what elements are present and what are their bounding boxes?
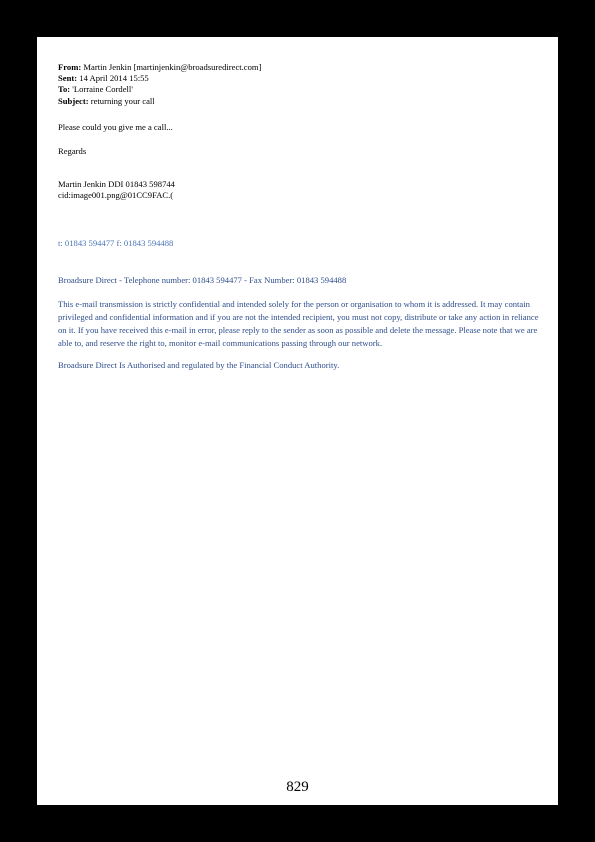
to-value: 'Lorraine Cordell': [72, 84, 133, 95]
regards: Regards: [58, 146, 87, 157]
from-value: Martin Jenkin [martinjenkin@broadsuredirect.com]: [83, 62, 262, 72]
sent-value: 14 April 2014 15:55: [79, 73, 149, 84]
to-label: To:: [58, 84, 71, 95]
from-row: [58, 62, 540, 73]
page-number: 829: [286, 779, 309, 795]
subject-label: Subject:: [58, 95, 89, 106]
sent-label: Sent:: [58, 73, 78, 84]
signature-name: Martin Jenkin DDI 01843 598744: [58, 179, 175, 190]
from-label: From:: [58, 62, 82, 72]
subject-value: returning your call: [90, 95, 155, 106]
disclaimer: This e-mail transmission is strictly confidential and intended solely for the person or organisation to whom it is addressed. It may contain privileged and confidential information and if you are not the intended recipient, you must not copy, distribute or take any action in reliance on it. If you have received this e-mail in error, please reply to the sender as soon as possible and delete the message. Please note that we are able to, and reserve the right to, monitor e-mail communications passing through our network.: [58, 299, 539, 348]
sent-row: [58, 73, 540, 84]
to-row: [58, 84, 540, 95]
contact-numbers: t: 01843 594477 f: 01843 594488: [58, 237, 174, 248]
email-content: [58, 62, 540, 371]
body-message: Please could you give me a call...: [58, 121, 173, 132]
document-page: [37, 37, 558, 805]
signature-image-ref: cid:image001.png@01CC9FAC.(: [58, 190, 174, 201]
authorised-statement: Broadsure Direct Is Authorised and regulated by the Financial Conduct Authority.: [58, 359, 340, 370]
company-line: Broadsure Direct - Telephone number: 01843 594477 - Fax Number: 01843 594488: [58, 274, 347, 285]
subject-row: [58, 96, 540, 107]
